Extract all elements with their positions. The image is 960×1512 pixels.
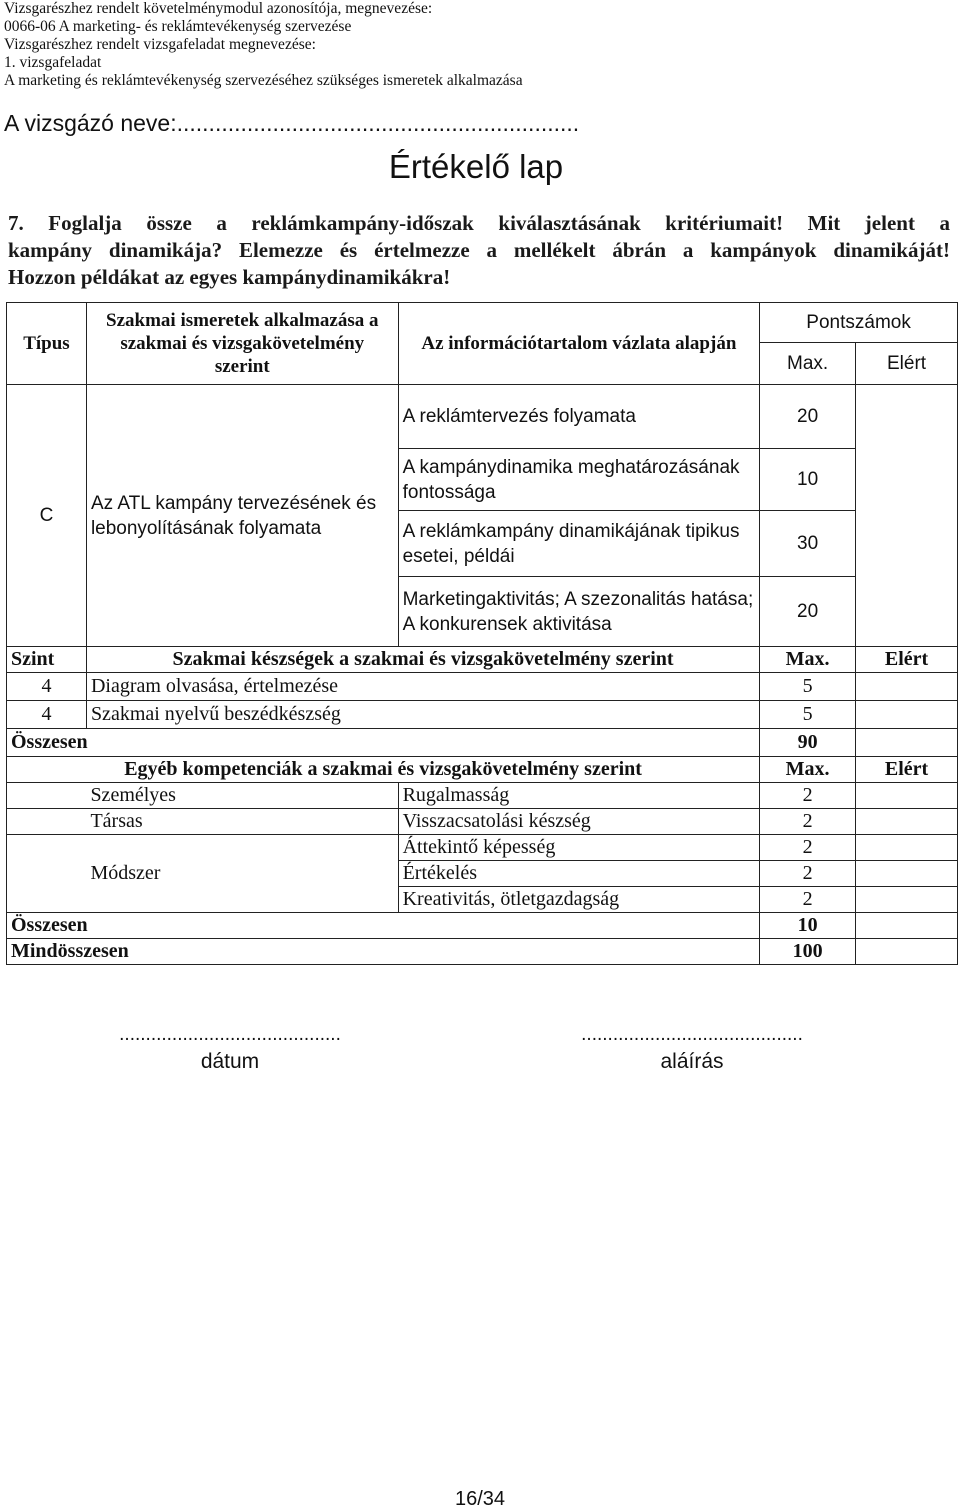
subtotal-label: Összesen (7, 913, 760, 939)
achieved-points[interactable] (856, 385, 958, 647)
max-points: 2 (760, 809, 856, 835)
signature-label: aláírás (660, 1050, 724, 1073)
skill-name: Szakmai nyelvű beszédkészség (86, 701, 759, 729)
module-name: 0066-06 A marketing- és reklámtevékenység szervezése (4, 18, 352, 35)
max-header: Max. (760, 757, 856, 783)
section-type: C (7, 385, 87, 647)
max-points: 5 (760, 673, 856, 701)
achieved-points[interactable] (856, 673, 958, 701)
grand-total-label: Mindösszesen (7, 939, 760, 965)
table-row (7, 385, 958, 449)
max-points: 30 (760, 511, 856, 577)
competence-name: Visszacsatolási készség (398, 809, 760, 835)
document-header (4, 0, 523, 90)
competence-category: Módszer (86, 835, 398, 913)
competence-category: Társas (86, 809, 398, 835)
achieved-points[interactable] (856, 783, 958, 809)
candidate-name-line: A vizsgázó neve:............................................................... (4, 110, 580, 136)
max-points: 2 (760, 783, 856, 809)
task-name: A marketing és reklámtevékenység szervezéséhez szükséges ismeretek alkalmazása (4, 72, 523, 89)
other-competences-header: Egyéb kompetenciák a szakmai és vizsgakövetelmény szerint (7, 757, 760, 783)
competence-name: Áttekintő képesség (398, 835, 760, 861)
max-points: 10 (760, 449, 856, 511)
skills-header: Szakmai készségek a szakmai és vizsgakövetelmény szerint (86, 647, 759, 673)
achieved-header: Elért (856, 343, 958, 385)
table-row (7, 673, 958, 701)
achieved-header: Elért (856, 757, 958, 783)
section-topic: Az ATL kampány tervezésének és lebonyolításának folyamata (86, 385, 398, 647)
max-points: 2 (760, 887, 856, 913)
skill-name: Diagram olvasása, értelmezése (86, 673, 759, 701)
date-label: dátum (200, 1050, 260, 1073)
table-row (7, 701, 958, 729)
competence-category: Személyes (86, 783, 398, 809)
max-points: 5 (760, 701, 856, 729)
level-header: Szint (7, 647, 87, 673)
question-text (8, 210, 950, 291)
skill-level: 4 (7, 673, 87, 701)
task-number: 1. vizsgafeladat (4, 54, 102, 71)
date-signature-block (86, 1024, 374, 1074)
subtotal-achieved[interactable] (856, 729, 958, 757)
max-points: 2 (760, 861, 856, 887)
competence-name: Értékelés (398, 861, 760, 887)
subtotal-value: 10 (760, 913, 856, 939)
subtotal-achieved[interactable] (856, 913, 958, 939)
achieved-points[interactable] (856, 861, 958, 887)
table-row (7, 783, 958, 809)
page-number: 16/34 (454, 1488, 506, 1510)
table-row (7, 809, 958, 835)
knowledge-header: Szakmai ismeretek alkalmazása a szakmai és vizsgakövetelmény szerint (86, 303, 398, 385)
achieved-points[interactable] (856, 701, 958, 729)
skill-level: 4 (7, 701, 87, 729)
signature-block (548, 1024, 836, 1074)
max-points: 2 (760, 835, 856, 861)
question-line-2: kampány dinamikája? Elemezze és értelmezze a mellékelt ábrán a kampányok dinamikáját! (8, 238, 950, 262)
content-item: A reklámtervezés folyamata (398, 385, 760, 449)
max-points: 20 (760, 385, 856, 449)
achieved-points[interactable] (856, 835, 958, 861)
grand-total-value: 100 (760, 939, 856, 965)
date-line[interactable]: .......................................... (119, 1024, 341, 1045)
max-header: Max. (760, 343, 856, 385)
content-item: Marketingaktivitás; A szezonalitás hatása; A konkurensek aktivitása (398, 577, 760, 647)
competence-name: Kreativitás, ötletgazdagság (398, 887, 760, 913)
achieved-points[interactable] (856, 887, 958, 913)
achieved-header: Elért (856, 647, 958, 673)
achieved-points[interactable] (856, 809, 958, 835)
points-header: Pontszámok (760, 303, 958, 343)
module-label: Vizsgarészhez rendelt követelménymodul azonosítója, megnevezése: (4, 0, 433, 17)
evaluation-table (6, 302, 958, 965)
signature-line[interactable]: .......................................... (581, 1024, 803, 1045)
grand-total-achieved[interactable] (856, 939, 958, 965)
content-item: A kampánydinamika meghatározásának fontossága (398, 449, 760, 511)
page-title: Értékelő lap (388, 148, 564, 185)
task-label: Vizsgarészhez rendelt vizsgafeladat megnevezése: (4, 36, 316, 53)
content-item: A reklámkampány dinamikájának tipikus esetei, példái (398, 511, 760, 577)
subtotal-label: Összesen (7, 729, 760, 757)
question-line-3: Hozzon példákat az egyes kampánydinamikákra! (8, 265, 451, 289)
max-points: 20 (760, 577, 856, 647)
question-line-1: 7. Foglalja össze a reklámkampány-időszak kiválasztásának kritériumait! Mit jelent a (8, 211, 950, 235)
max-header: Max. (760, 647, 856, 673)
competence-name: Rugalmasság (398, 783, 760, 809)
type-header: Típus (7, 303, 87, 385)
table-row (7, 835, 958, 861)
outline-header: Az információtartalom vázlata alapján (398, 303, 760, 385)
subtotal-value: 90 (760, 729, 856, 757)
